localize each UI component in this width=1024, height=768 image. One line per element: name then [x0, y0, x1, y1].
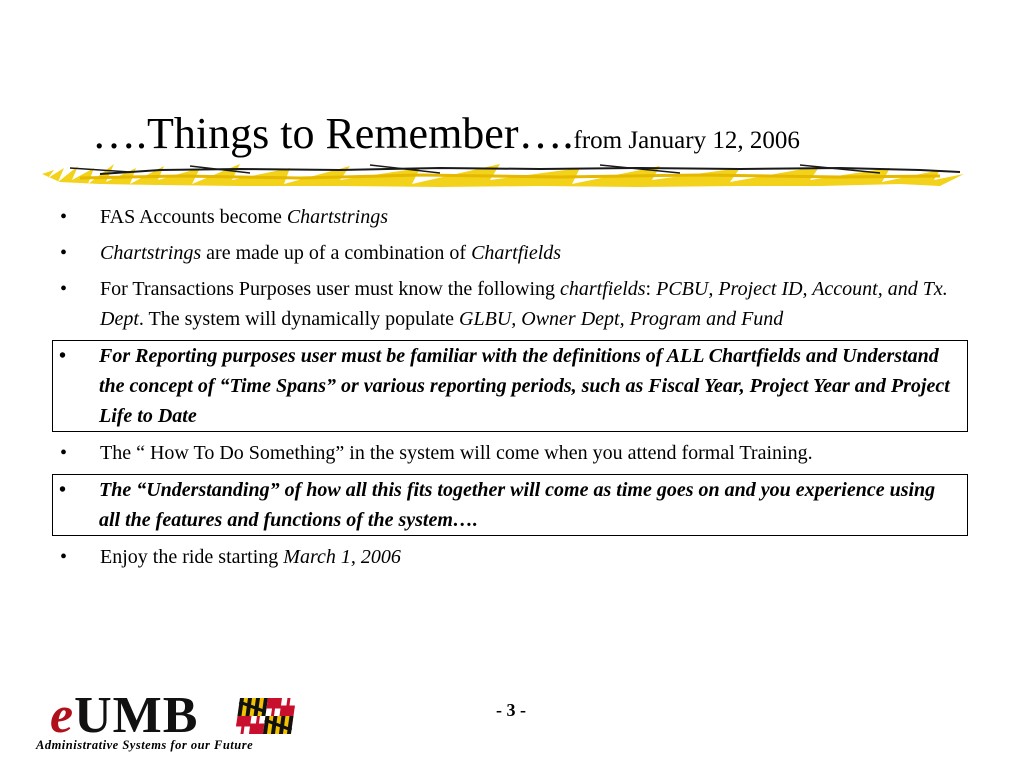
bullet-text-italic: GLBU, Owner Dept, Program and Fund [459, 308, 784, 330]
bullet-text: : [645, 278, 657, 300]
bullet-text: are made up of a combination of [201, 242, 472, 264]
bullet-marker: • [60, 442, 68, 464]
bullet-text-italic: Chartfields [471, 242, 562, 264]
slide-title-main: ….Things to Remember…. [92, 109, 574, 158]
logo-umb: UMB [74, 687, 199, 744]
bullet-text-italic: chartfields [560, 278, 646, 300]
bullet-marker: • [60, 278, 68, 300]
bullet-text-italic: March 1, 2006 [283, 546, 401, 568]
bullet-item-boxed-reporting [52, 340, 968, 432]
bullet-marker: • [59, 479, 67, 501]
bullet-text-italic: Chartstrings [100, 242, 202, 264]
bullet-marker: • [60, 206, 68, 228]
bullet-text: Enjoy the ride starting [100, 546, 284, 568]
bullet-text: For Transactions Purposes user must know the following [100, 278, 560, 300]
bullet-text-italic: PCBU, Project ID, Account, and Tx. Dept [100, 278, 948, 330]
slide-title-sub: from January 12, 2006 [573, 127, 800, 154]
logo-wordmark [50, 686, 198, 745]
bullet-text: . The system will dynamically populate [138, 308, 460, 330]
bullet-item-boxed-understanding [52, 474, 968, 536]
page-number: - 3 - [496, 700, 526, 720]
bullet-list [56, 202, 968, 578]
eumb-logo [30, 687, 320, 760]
bullet-marker: • [60, 546, 68, 568]
bullet-item [56, 438, 968, 468]
bullet-item [56, 202, 968, 232]
bullet-text: FAS Accounts become [100, 206, 287, 228]
bullet-item [56, 238, 968, 268]
bullet-item [56, 542, 968, 572]
bullet-marker: • [60, 242, 68, 264]
bullet-marker: • [59, 345, 67, 367]
bullet-text: The “Understanding” of how all this fits together will come as time goes on and you experience using all the features and functions of the system…. [99, 479, 936, 531]
bullet-text: The “ How To Do Something” in the system will come when you attend formal Training. [100, 442, 813, 464]
maryland-flag-icon [236, 698, 298, 736]
logo-tagline: Administrative Systems for our Future [36, 738, 254, 752]
logo-e: e [50, 687, 75, 744]
bullet-text: For Reporting purposes user must be familiar with the definitions of ALL Chartfields and Understand the concept of “Time Spans” or various reporting periods, such as Fiscal Year, Project Year and Project Life to Date [99, 345, 950, 427]
bullet-text-italic: Chartstrings [286, 206, 388, 228]
title-underline-brushstroke [40, 156, 966, 192]
bullet-item [56, 274, 968, 334]
